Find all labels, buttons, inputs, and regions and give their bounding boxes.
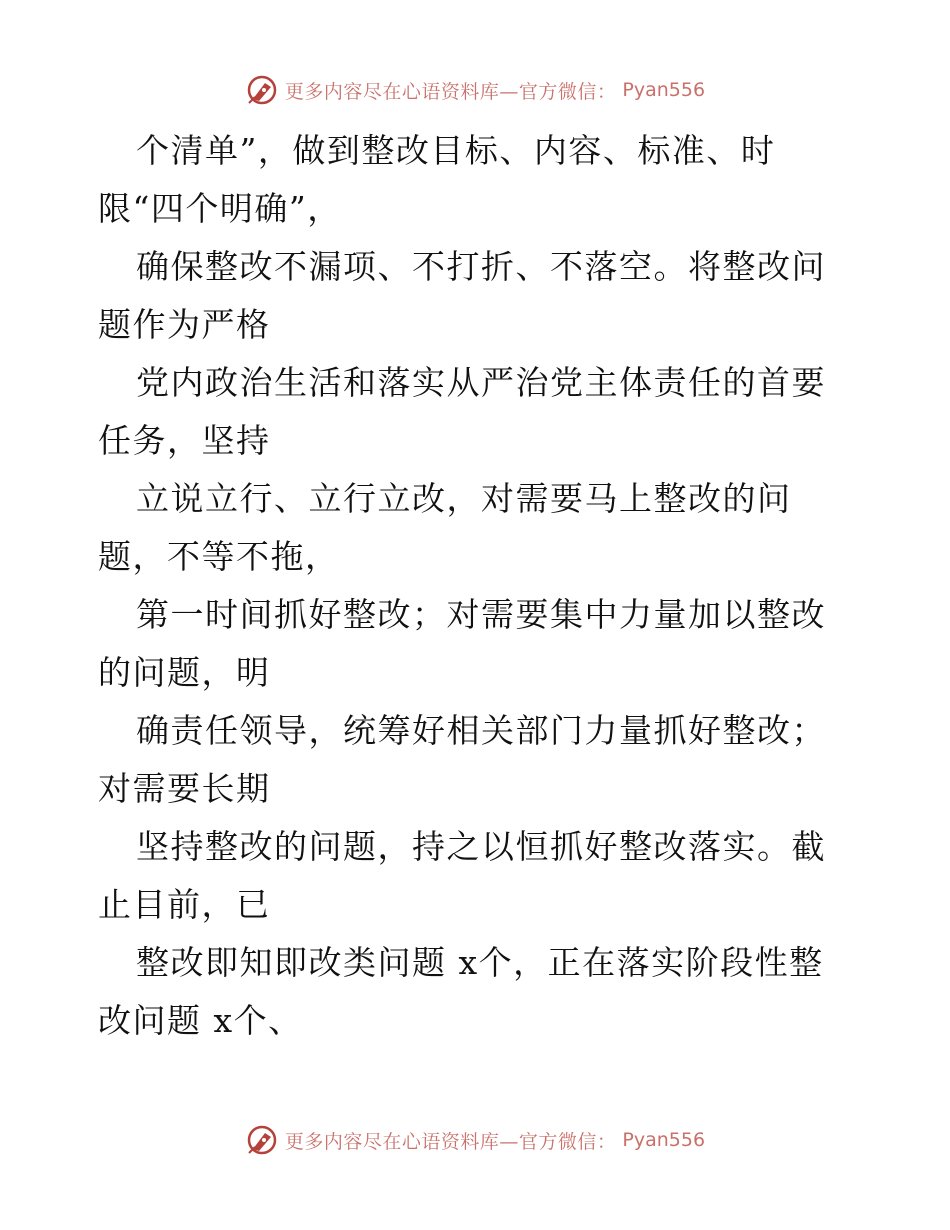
paragraph: 坚持整改的问题，持之以恒抓好整改落实。截止目前，已	[98, 827, 826, 924]
paragraph: 立说立行、立行立改，对需要马上整改的问题，不等不拖，	[98, 479, 792, 576]
footer-banner	[0, 1120, 950, 1160]
paragraph: 个清单”，做到整改目标、内容、标准、时限“四个明确”，	[98, 131, 776, 228]
header-banner-text: 更多内容尽在心语资料库—官方微信：	[284, 80, 617, 103]
paragraph: 党内政治生活和落实从严治党主体责任的首要任务，坚持	[98, 363, 826, 460]
paragraph: 整改即知即改类问题 x个，正在落实阶段性整改问题 x个、	[98, 943, 824, 1040]
header-banner	[0, 70, 950, 110]
document-body	[98, 122, 858, 1050]
header-wechat-id: Pyan556	[622, 79, 706, 101]
paragraph: 确责任领导，统筹好相关部门力量抓好整改；对需要长期	[98, 711, 826, 808]
pen-nib-logo-icon	[245, 73, 279, 107]
paragraph: 第一时间抓好整改；对需要集中力量加以整改的问题，明	[98, 595, 826, 692]
footer-wechat-id: Pyan556	[622, 1129, 706, 1151]
footer-banner-text: 更多内容尽在心语资料库—官方微信：	[284, 1130, 617, 1153]
paragraph: 确保整改不漏项、不打折、不落空。将整改问题作为严格	[98, 247, 826, 344]
pen-nib-logo-icon	[245, 1123, 279, 1157]
